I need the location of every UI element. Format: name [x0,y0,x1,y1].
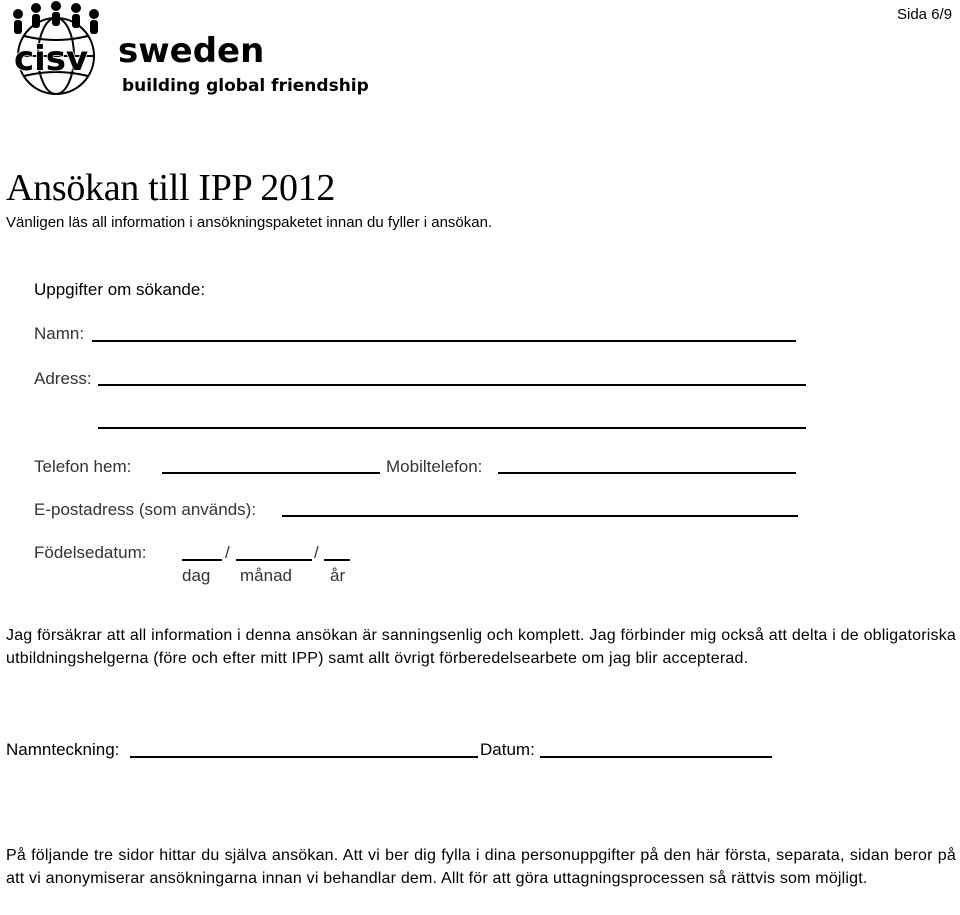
date-separator-1: / [225,543,230,562]
date-field[interactable] [540,756,772,758]
page-number: Sida 6/9 [897,6,953,23]
address-field-line-1[interactable] [98,384,806,386]
birth-month-field[interactable] [236,559,312,561]
address-label: Adress: [34,369,92,388]
phone-home-label: Telefon hem: [34,457,132,476]
signature-label: Namnteckning: [6,740,120,759]
birthdate-label: Födelsedatum: [34,543,147,562]
cisv-sweden-logo [4,0,369,100]
page-title: Ansökan till IPP 2012 [6,167,336,209]
email-field[interactable] [282,515,798,517]
mobile-field[interactable] [498,472,796,474]
section-title: Uppgifter om sökande: [34,280,206,299]
footer-note: På följande tre sidor hittar du själva ansökan. Att vi ber dig fylla i dina personuppgifter på den här första, separata, sidan beror på att vi anonymiserar ansökningarna innan vi behandlar dem. Allt för att göra uttagningsprocessen så rättvis som möjligt. [6,847,956,887]
birth-year-field[interactable] [324,559,350,561]
logo-brand: cisv [14,39,89,79]
people-figures-icon [13,1,99,34]
phone-home-field[interactable] [162,472,380,474]
logo-country: sweden [118,31,265,71]
year-unit-label: år [330,566,346,585]
name-label: Namn: [34,324,85,343]
page-subtitle: Vänligen läs all information i ansökningspaketet innan du fyller i ansökan. [6,214,493,231]
name-field[interactable] [92,340,796,342]
mobile-label: Mobiltelefon: [386,457,483,476]
signature-field[interactable] [130,756,478,758]
email-label: E-postadress (som används): [34,500,257,519]
month-unit-label: månad [240,566,292,585]
address-field-line-2[interactable] [98,427,806,429]
date-separator-2: / [314,543,319,562]
day-unit-label: dag [182,566,211,585]
declaration-text: Jag försäkrar att all information i denna ansökan är sanningsenlig och komplett. Jag förbinder mig också att delta i de obligatoriska utbildningshelgerna (före och efter mitt IPP) samt allt övrigt förberedelsearbete om jag blir accepterad. [6,627,956,667]
logo-tagline: building global friendship [122,76,369,96]
date-label: Datum: [480,740,535,759]
birth-day-field[interactable] [182,559,222,561]
